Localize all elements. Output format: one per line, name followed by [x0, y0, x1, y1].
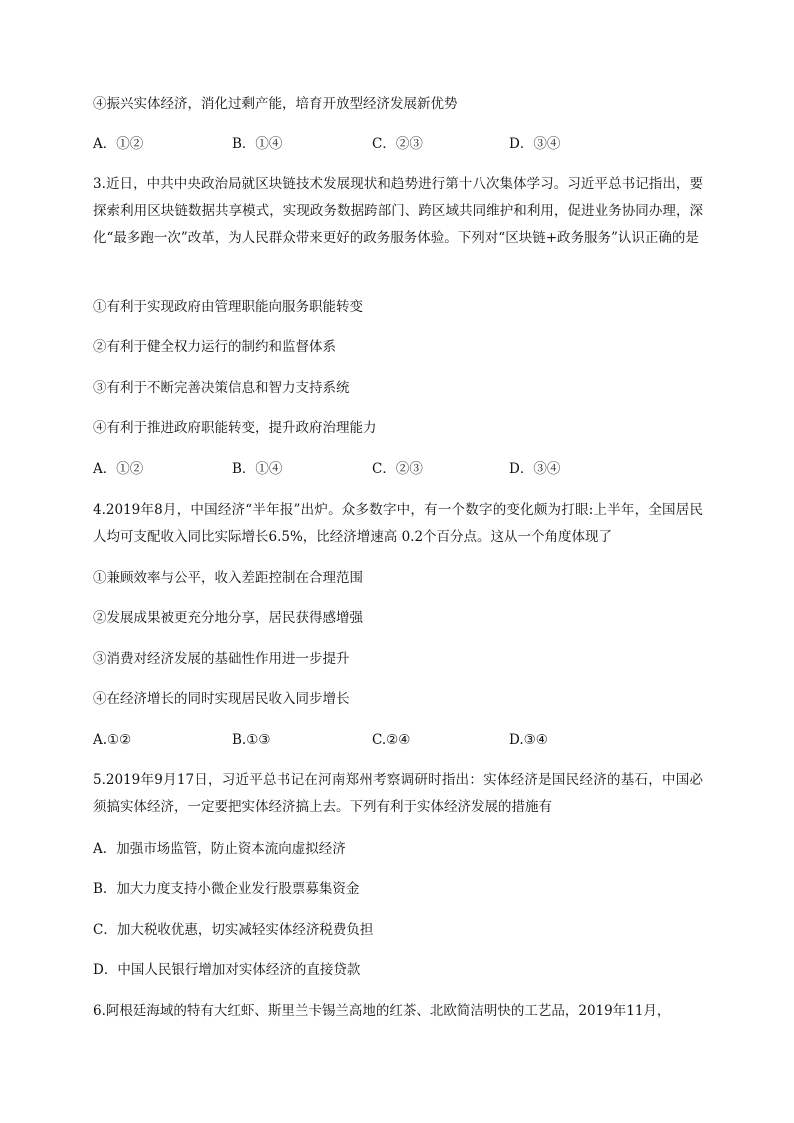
prev-option-d: D．③④ [509, 136, 561, 152]
q4-statement-3: ③消费对经济发展的基础性作用进一步提升 [93, 651, 350, 667]
q3-statement-3: ③有利于不断完善决策信息和智力支持系统 [93, 380, 350, 396]
q3-option-d: D．③④ [509, 461, 561, 477]
question-5-stem: 5.2019年9月17日，习近平总书记在河南郑州考察调研时指出：实体经济是国民经济的基石，中国必须搞实体经济，一定要把实体经济搞上去。下列有利于实体经济发展的措施有 [93, 772, 703, 815]
question-3-stem: 3.近日，中共中央政治局就区块链技术发展现状和趋势进行第十八次集体学习。习近平总书记指出，要探索利用区块链数据共享模式，实现政务数据跨部门、跨区域共同维护和利用，促进业务协同办理，深化“最多跑一次”改革，为人民群众带来更好的政务服务体验。下列对“区块链+政务服务”认识正确的是 [93, 176, 703, 246]
question-4-stem: 4.2019年8月，中国经济“半年报”出炉。众多数字中，有一个数字的变化颇为打眼:上半年，全国居民人均可支配收入同比实际增长6.5%，比经济增速高 0.2个百分点。这从一个角度体现了 [93, 502, 703, 545]
prev-option-b: B．①④ [232, 136, 283, 152]
q4-statement-2: ②发展成果被更充分地分享，居民获得感增强 [93, 610, 363, 626]
q3-statement-4: ④有利于推进政府职能转变，提升政府治理能力 [93, 420, 377, 436]
q3-options [93, 459, 713, 479]
q4-option-c: C.②④ [372, 732, 411, 748]
prev-statement-4: ④振兴实体经济，消化过剩产能，培育开放型经济发展新优势 [93, 96, 458, 112]
q4-statement-1: ①兼顾效率与公平，收入差距控制在合理范围 [93, 570, 363, 586]
q4-statement-4: ④在经济增长的同时实现居民收入同步增长 [93, 691, 350, 707]
q5-option-b: B．加大力度支持小微企业发行股票募集资金 [93, 881, 360, 897]
q4-option-d: D.③④ [509, 732, 548, 748]
q3-statement-1: ①有利于实现政府由管理职能向服务职能转变 [93, 299, 363, 315]
prev-option-a: A．①② [93, 136, 144, 152]
q3-option-a: A．①② [93, 461, 144, 477]
question-6-stem: 6.阿根廷海域的特有大红虾、斯里兰卡锡兰高地的红茶、北欧简洁明快的工艺品，2019年11月， [93, 1003, 671, 1019]
q3-option-c: C．②③ [372, 461, 423, 477]
q4-option-b: B.①③ [232, 732, 271, 748]
q3-statement-2: ②有利于健全权力运行的制约和监督体系 [93, 339, 336, 355]
q4-options [93, 730, 713, 750]
q5-option-d: D．中国人民银行增加对实体经济的直接贷款 [93, 962, 361, 978]
q5-option-c: C．加大税收优惠，切实减轻实体经济税费负担 [93, 922, 374, 938]
q3-option-b: B．①④ [232, 461, 283, 477]
q4-option-a: A.①② [93, 732, 132, 748]
prev-option-c: C．②③ [372, 136, 423, 152]
prev-options [93, 134, 713, 154]
q5-option-a: A．加强市场监管，防止资本流向虚拟经济 [93, 841, 346, 857]
